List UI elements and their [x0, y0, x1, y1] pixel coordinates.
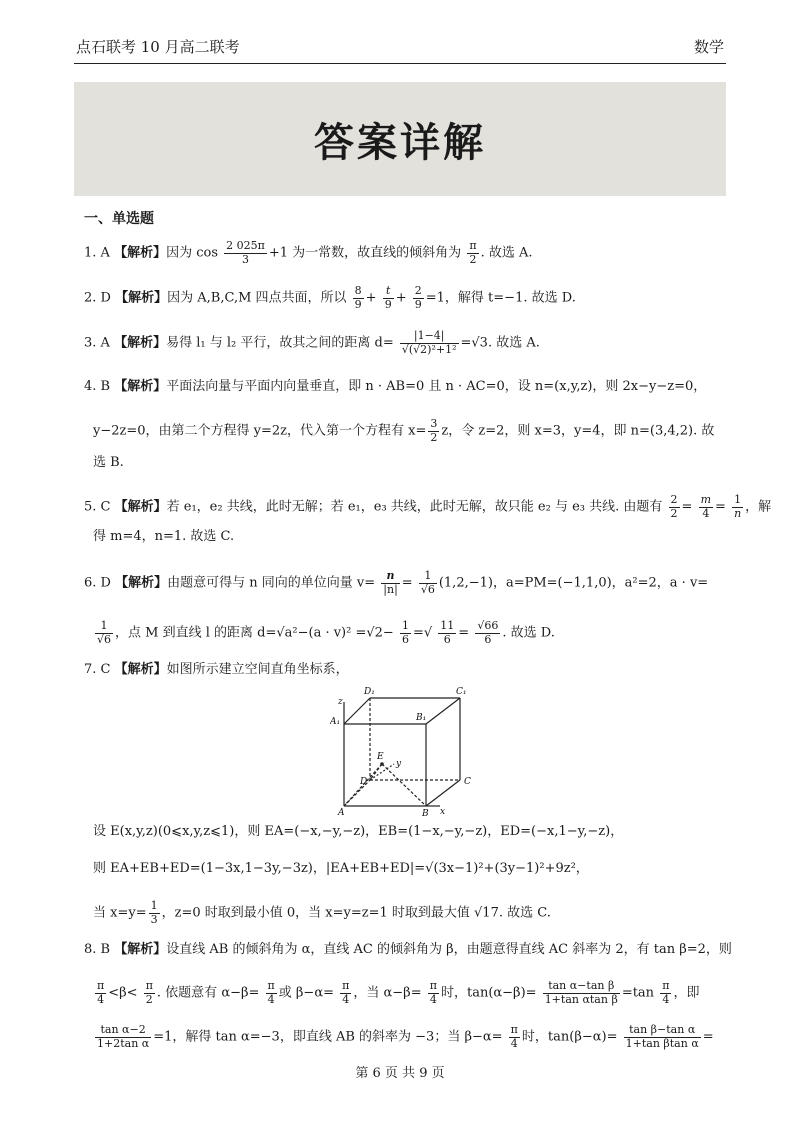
svg-text:E: E	[377, 752, 384, 762]
q6-line-2: $\frac{1}{√6}$ ，点 M 到直线 l 的距离 d=√a²−(a · v)² =√2− $\frac{1}{6}$ =√ $\frac{11}{6}$ = $\frac{√66}{6}$ . 故选 D.	[97, 619, 555, 646]
q7-line-2: 设 E(x,y,z)(0⩽x,y,z⩽1)，则 EA=(−x,−y,−z)，EB=(1−x,−y,−z)，ED=(−x,1−y,−z)，	[93, 824, 624, 839]
svg-text:D: D	[360, 777, 368, 787]
q7-line-1: 7. C 【解析】如图所示建立空间直角坐标系，	[84, 662, 349, 677]
svg-text:B₁: B₁	[416, 713, 427, 723]
title-banner	[74, 82, 726, 196]
q8-line-3: $\frac{\text{tan α−2}}{\text{1+2tan α}}$ =1，解得 tan α=−3，即直线 AB 的斜率为 −3；当 β−α= $\frac{\pi}{4}$ 时，tan(β−α)= $\frac{\text{tan β−tan α}}{\text{1+tan βtan α}}$ =	[97, 1023, 714, 1050]
q7-line-4: 当 x=y= $\frac{1}{3}$ ，z=0 时取到最小值 0，当 x=y=z=1 时取到最大值 √17. 故选 C.	[93, 899, 551, 926]
svg-text:x: x	[440, 807, 446, 817]
q4-line-3: 选 B.	[93, 455, 124, 470]
section-title: 一、单选题	[84, 211, 154, 227]
q8-line-1: 8. B 【解析】设直线 AB 的倾斜角为 α，直线 AC 的倾斜角为 β，由题意得直线 AC 斜率为 2，有 tan β=2，则	[84, 942, 732, 957]
q4-line-2: y−2z=0，由第二个方程得 y=2z，代入第一个方程有 x= $\frac{3}{2}$ z，令 z=2，则 x=3，y=4，即 n=(3,4,2). 故	[93, 417, 715, 444]
svg-text:D₁: D₁	[364, 687, 375, 697]
svg-text:A₁: A₁	[330, 717, 341, 727]
svg-text:y: y	[396, 759, 402, 769]
q5-line-1: 5. C 【解析】若 e₁，e₂ 共线，此时无解；若 e₁，e₃ 共线，此时无解，故只能 e₂ 与 e₃ 共线. 由题有 $\frac{2}{2}$ = $\frac{m}{4}$ = $\frac{1}{n}$ ，解	[84, 493, 772, 520]
svg-text:z: z	[338, 697, 343, 707]
page-title: 答案详解	[314, 119, 486, 166]
cube-figure	[330, 684, 490, 818]
q8-line-2: $\frac{\pi}{4}$ <β< $\frac{\pi}{2}$ . 依题意有 α−β= $\frac{\pi}{4}$ 或 β−α= $\frac{\pi}{4}$ ，当 α−β= $\frac{\pi}{4}$ 时，tan(α−β)= $\frac{\text{tan α−tan β}}{\text{1+tan αtan β}}$ =tan $\frac{\pi}{4}$ ，即	[97, 979, 700, 1006]
svg-text:C₁: C₁	[456, 687, 467, 697]
header-left: 点石联考 10 月高二联考	[76, 38, 240, 56]
header-divider	[74, 63, 726, 64]
svg-text:A: A	[338, 808, 345, 818]
svg-text:C: C	[464, 777, 471, 787]
q6-line-1: 6. D 【解析】由题意可得与 n 同向的单位向量 v= $\frac{n}{|n|}$ = $\frac{1}{√6}$ (1,2,−1)，a=PM=(−1,1,0)，a²=2，a · v=	[84, 569, 709, 596]
q4-line-1: 4. B 【解析】平面法向量与平面内向量垂直，即 n · AB=0 且 n · AC=0，设 n=(x,y,z)，则 2x−y−z=0，	[84, 379, 707, 394]
page-footer: 第 6 页 共 9 页	[355, 1066, 445, 1081]
q2-line: 2. D 【解析】因为 A,B,C,M 四点共面，所以 $\frac{8}{9}$ + $\frac{t}{9}$ + $\frac{2}{9}$ =1，解得 t=−1. 故选 D.	[84, 284, 576, 311]
q5-line-2: 得 m=4，n=1. 故选 C.	[93, 529, 235, 544]
svg-text:B: B	[422, 809, 429, 818]
header-right: 数学	[693, 38, 724, 56]
q3-line: 3. A 【解析】易得 l₁ 与 l₂ 平行，故其之间的距离 d= $\frac{|1-4|}{\text{√(√2)²+1²}}$ =√3. 故选 A.	[84, 329, 540, 356]
q7-line-3: 则 EA+EB+ED=(1−3x,1−3y,−3z)，|EA+EB+ED|=√(3x−1)²+(3y−1)²+9z²，	[93, 861, 589, 876]
q1-line: 1. A 【解析】因为 cos $\frac{2 025\pi}{3}$ +1 为一常数，故直线的倾斜角为 $\frac{\pi}{2}$ . 故选 A.	[84, 239, 533, 266]
